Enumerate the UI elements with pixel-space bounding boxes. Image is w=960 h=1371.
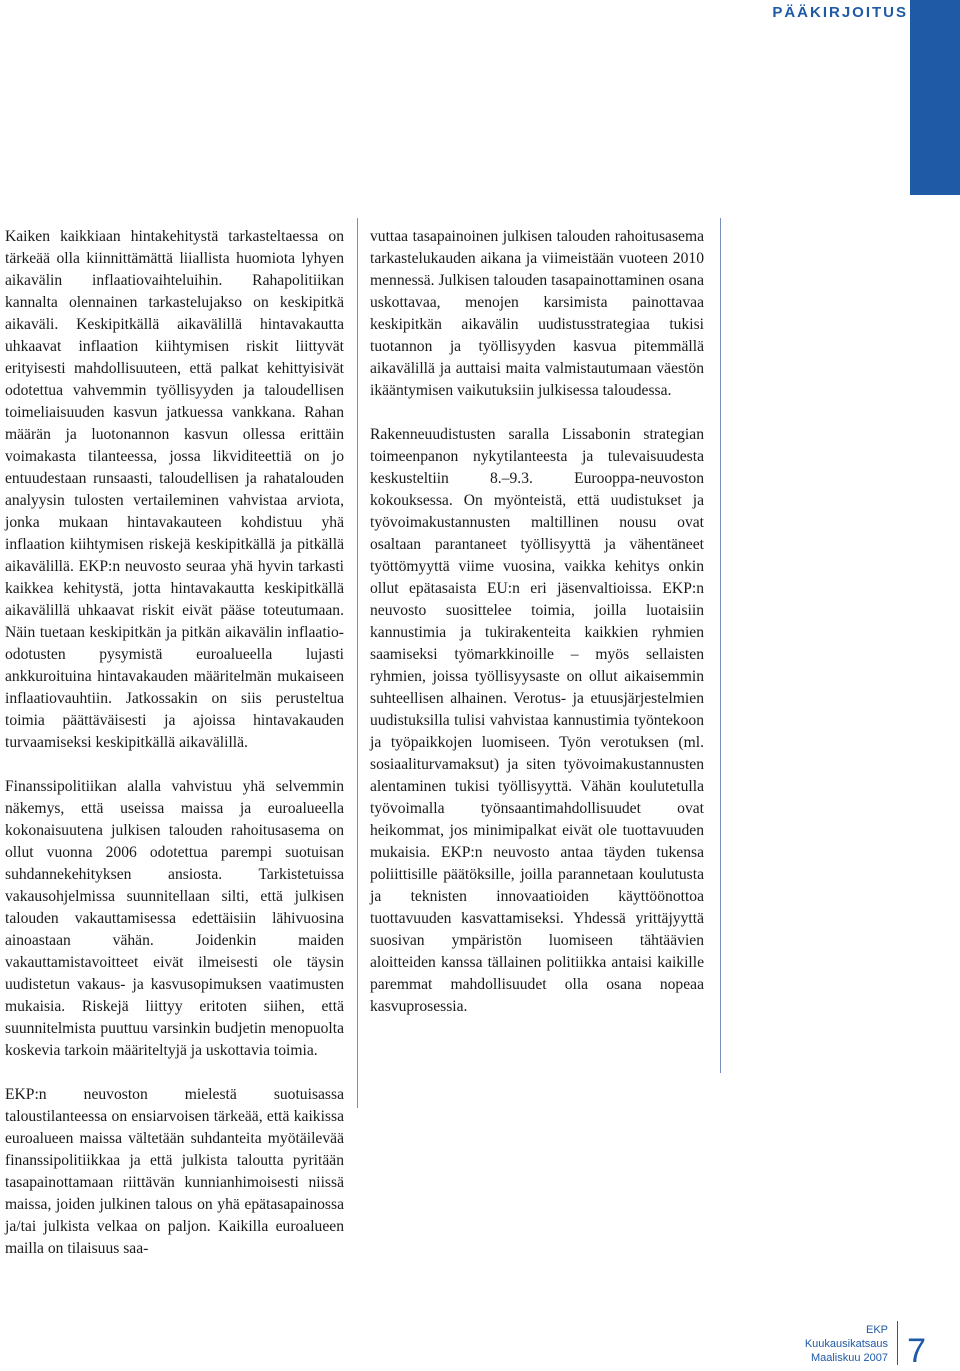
paragraph: Rakenneuudistusten saralla Lissabonin strategian toimeenpanon nykytilanteesta ja tulevaisuudesta keskusteltiin 8.–9.3. Eurooppa-neuvoston kokouksessa. On myönteistä, että uudistukset ja työvoimakustannusten maltillinen nousu ovat osaltaan parantaneet työllisyyttä ja vähentäneet työttömyyttä viime vuosina, vaikka kehitys onkin ollut epätasaista EU:n eri jäsenvaltioissa. EKP:n neuvosto suosittelee toimia, joilla luotaisiin kannustimia ja tukirakenteita kaikkien ryhmien saamiseksi työmarkkinoille – myös sellaisten ryhmien, joissa työllisyysaste on ollut aikaisemmin suhteellisen alhainen. Verotus- ja etuusjärjestelmien uudistuksilla tulisi vahvistaa kannustimia työntekoon ja työpaikkojen luomiseen. Työn verotuksen (ml. sosiaaliturvamaksut) ja siten työvoimakustannusten alentaminen tukisi työllisyyttä. Vähän koulutetulla työvoimalla työnsaantimahdollisuudet ovat heikommat, jos minimipalkat eivät ole tuottavuuden mukaisia. EKP:n neuvosto antaa täyden tukensa poliittisille päätöksille, joilla parannetaan koulutusta ja teknisten innovaatioiden käyttöönottoa tuottavuuden kasvattamiseksi. Yhdessä yrittäjyyttä suosivan ympäristön luomiseen tähtäävien aloitteiden kanssa tällainen politiikka antaisi kaikille paremmat mahdollisuudet olla osana nopeaa kasvuprosessia. xyxy=(370,426,704,1015)
footer-publication: Kuukausikatsaus xyxy=(804,1338,888,1350)
paragraph: Kaiken kaikkiaan hintakehitystä tarkasteltaessa on tärkeää olla kiinnittämättä liiallista huomiota lyhyen aikavälin inflaatiovaihteluihin. Rahapolitiikan kannalta olennainen tarkastelujakso on keskipitkä aikaväli. Keskipitkällä aikavälillä hintavakautta uhkaavat inflaation kiihtymisen riskit liittyvät erityisesti mahdollisuuteen, että palkat kehittyisivät odotettua vahvemmin työllisyyden ja taloudellisen toimeliaisuuden kasvun jatkuessa vankkana. Rahan määrän ja luotonannon kasvun ollessa erittäin voimakasta tilanteessa, jossa likviditeettiä on jo entuudestaan runsaasti, taloudellisen ja rahatalouden analyysin tulosten vertaileminen vahvistaa arviota, jonka mukaan hintavakauteen kohdistuu yhä inflaation kiihtymisen riskejä keskipitkällä ja pitkällä aikavälillä. EKP:n neuvosto seuraa yhä hyvin tarkasti kaikkea kehitystä, jotta hintavakautta keskipitkällä aikavälillä uhkaavat riskit eivät pääse toteutumaan. Näin tuetaan keskipitkän ja pitkän aikavälin inflaatio-odotusten pysymistä euroalueella lujasti ankkuroituina hintavakauden määritelmän mukaiseen inflaatiovauhtiin. Jatkossakin on siis perusteltua toimia päättäväisesti ja ajoissa hintavakauden turvaamiseksi keskipitkällä aikavälillä. xyxy=(5,228,344,751)
section-color-tab xyxy=(910,0,960,195)
section-label: PÄÄKIRJOITUS xyxy=(772,4,908,21)
page-footer xyxy=(628,1307,948,1370)
footer-publisher: EKP xyxy=(865,1324,888,1336)
footer-divider xyxy=(897,1321,898,1365)
footer-issue: Maaliskuu 2007 xyxy=(810,1352,888,1364)
paragraph: vuttaa tasapainoinen julkisen talouden rahoitusasema tarkastelukauden aikana ja viimeistään vuoteen 2010 mennessä. Julkisen talouden tasapainottaminen osana uskottavaa, menojen karsimista painottavaa keskipitkän aikavälin uudistusstrategiaa tukisi tuotannon ja työllisyyden kasvua pitemmällä aikavälillä ja auttaisi maita valmistautumaan väestön ikääntymisen vaikutuksiin julkisessa taloudessa. xyxy=(370,228,704,399)
paragraph: Finanssipolitiikan alalla vahvistuu yhä selvemmin näkemys, että useissa maissa ja euroalueella kokonaisuutena julkisen talouden rahoitusasema on ollut vuonna 2006 odotettua parempi suotuisan suhdannekehityksen ansiosta. Tarkistetuissa vakausohjelmissa suunnitellaan silti, että julkisen talouden vakauttamisessa edettäisiin lähivuosina ainoastaan vähän. Joidenkin maiden vakauttamistavoitteet eivät ilmeisesti ole täysin uudistetun vakaus- ja kasvusopimuksen vaatimusten mukaisia. Riskejä liittyy eritoten siihen, että suunnitelmista puuttuu varsinkin budjetin menopuolta koskevia tarkoin määriteltyjä ja uskottavia toimia. xyxy=(5,778,344,1059)
footer-publication-info xyxy=(805,1323,888,1365)
column-divider xyxy=(357,218,358,1108)
paragraph: EKP:n neuvoston mielestä suotuisassa taloustilanteessa on ensiarvoisen tärkeää, että kaikissa euroalueen maissa vältetään suhdanteita myötäilevää finanssipolitiikkaa ja että julkista taloutta pyritään tasapainottamaan riittävän kunnianhimoisesti niissä maissa, joiden julkinen talous on yhä epätasapainossa ja/tai julkista velkaa on paljon. Kaikilla euroalueen mailla on tilaisuus saa- xyxy=(5,1086,344,1257)
margin-divider xyxy=(720,218,721,1073)
right-column xyxy=(370,226,704,1040)
page-number: 7 xyxy=(907,1332,926,1370)
left-column xyxy=(5,226,344,1282)
